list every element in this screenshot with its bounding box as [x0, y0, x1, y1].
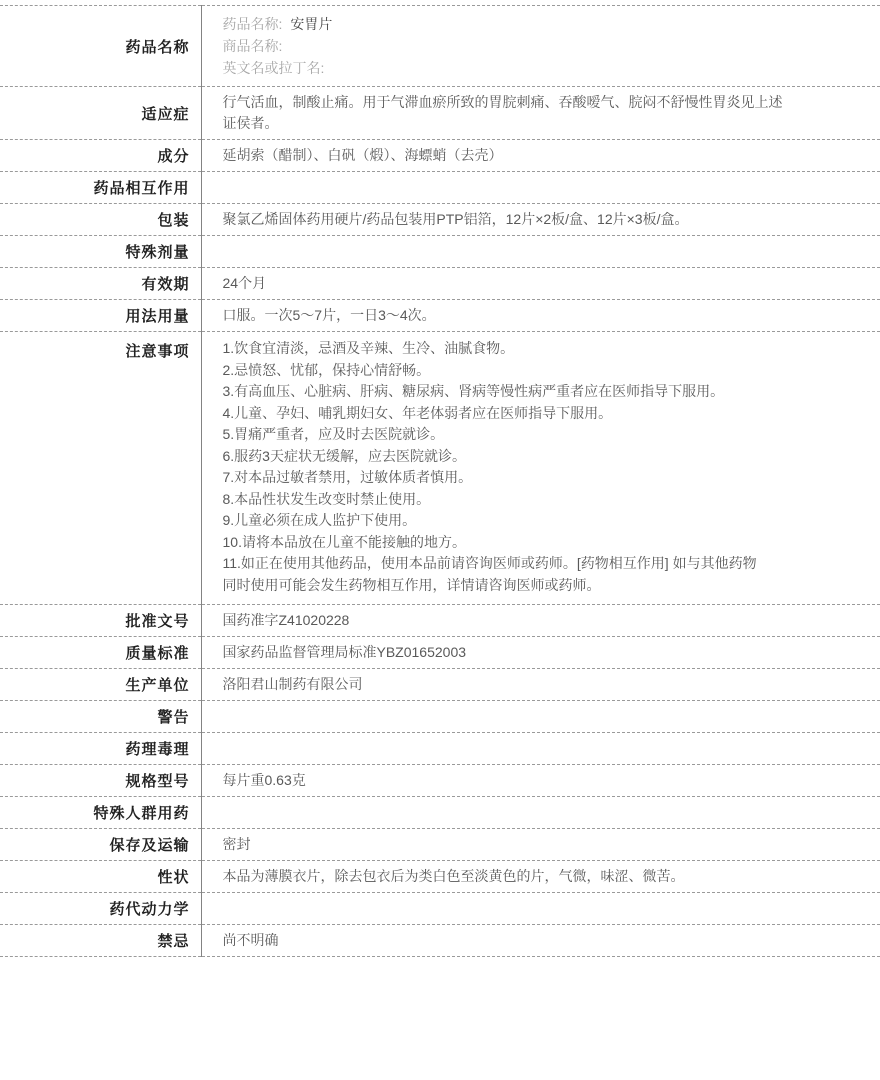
row-label-shelf-life: 有效期 — [0, 268, 201, 300]
row-value-description: 本品为薄膜衣片，除去包衣后为类白色至淡黄色的片，气微，味涩、微苦。 — [201, 861, 880, 893]
drug-name-line — [223, 13, 871, 35]
table-row-drug-name — [0, 6, 880, 87]
row-label-dosage-usage: 用法用量 — [0, 300, 201, 332]
trade-name-key: 商品名称: — [222, 38, 283, 54]
row-label-warning: 警告 — [0, 701, 201, 733]
row-value-contraindications: 尚不明确 — [201, 925, 880, 957]
row-value-manufacturer: 洛阳君山制药有限公司 — [201, 669, 880, 701]
precaution-item-8: 8.本品性状发生改变时禁止使用。 — [222, 490, 431, 507]
table-row-warning — [0, 701, 880, 733]
row-value-special-dosage — [201, 236, 880, 268]
table-row-description — [0, 861, 880, 893]
table-row-special-dosage — [0, 236, 880, 268]
row-label-pharmacology-toxicology: 药理毒理 — [0, 733, 201, 765]
table-row-ingredients — [0, 140, 880, 172]
row-value-pharmacokinetics — [201, 893, 880, 925]
latin-name-key: 英文名或拉丁名: — [222, 60, 325, 76]
row-value-dosage-usage: 口服。一次5～7片，一日3～4次。 — [201, 300, 880, 332]
row-value-pharmacology-toxicology — [201, 733, 880, 765]
row-value-precautions — [201, 332, 880, 605]
table-row-contraindications — [0, 925, 880, 957]
table-row-pharmacokinetics — [0, 893, 880, 925]
row-label-precautions: 注意事项 — [0, 332, 201, 605]
precaution-item-4: 4.儿童、孕妇、哺乳期妇女、年老体弱者应在医师指导下服用。 — [222, 404, 613, 421]
row-value-drug-name — [201, 6, 880, 87]
precaution-item-6: 6.服药3天症状无缓解，应去医院就诊。 — [222, 447, 466, 464]
table-row-quality-standard — [0, 637, 880, 669]
row-label-ingredients: 成分 — [0, 140, 201, 172]
row-value-ingredients: 延胡索（醋制）、白矾（煅）、海螵蛸（去壳） — [201, 140, 880, 172]
table-row-drug-interactions — [0, 172, 880, 204]
table-row-precautions — [0, 332, 880, 605]
precaution-item-10: 10.请将本品放在儿童不能接触的地方。 — [222, 533, 466, 550]
table-row-manufacturer — [0, 669, 880, 701]
precaution-item-2: 2.忌愤怒、忧郁，保持心情舒畅。 — [222, 361, 431, 378]
row-label-packaging: 包装 — [0, 204, 201, 236]
row-label-drug-interactions: 药品相互作用 — [0, 172, 201, 204]
row-label-contraindications: 禁忌 — [0, 925, 201, 957]
precaution-item-11: 11.如正在使用其他药品，使用本品前请咨询医师或药师。[药物相互作用] 如与其他药物同时使用可能会发生药物相互作用，详情请咨询医师或药师。 — [222, 555, 757, 593]
row-value-quality-standard: 国家药品监督管理局标准YBZ01652003 — [201, 637, 880, 669]
latin-name-line — [223, 57, 871, 79]
row-label-special-populations: 特殊人群用药 — [0, 797, 201, 829]
table-row-packaging — [0, 204, 880, 236]
table-row-approval-number — [0, 605, 880, 637]
row-value-drug-interactions — [201, 172, 880, 204]
table-row-special-populations — [0, 797, 880, 829]
precaution-item-7: 7.对本品过敏者禁用，过敏体质者慎用。 — [222, 469, 473, 485]
indications-text: 行气活血，制酸止痛。用于气滞血瘀所致的胃脘刺痛、吞酸嗳气、脘闷不舒慢性胃炎见上述证侯者。 — [222, 94, 783, 131]
row-value-indications — [201, 87, 880, 140]
row-value-warning — [201, 701, 880, 733]
row-value-approval-number: 国药准字Z41020228 — [201, 605, 880, 637]
drug-info-table — [0, 5, 880, 957]
table-row-shelf-life — [0, 268, 880, 300]
row-label-drug-name: 药品名称 — [0, 6, 201, 87]
precaution-item-9: 9.儿童必须在成人监护下使用。 — [222, 512, 417, 528]
row-value-special-populations — [201, 797, 880, 829]
row-label-indications: 适应症 — [0, 87, 201, 140]
drug-name-value: 安胃片 — [290, 16, 333, 32]
table-row-pharmacology-toxicology — [0, 733, 880, 765]
row-value-packaging: 聚氯乙烯固体药用硬片/药品包装用PTP铝箔，12片×2板/盒、12片×3板/盒。 — [201, 204, 880, 236]
row-label-special-dosage: 特殊剂量 — [0, 236, 201, 268]
row-label-pharmacokinetics: 药代动力学 — [0, 893, 201, 925]
row-value-shelf-life: 24个月 — [201, 268, 880, 300]
row-value-specification: 每片重0.63克 — [201, 765, 880, 797]
table-row-specification — [0, 765, 880, 797]
table-row-dosage-usage — [0, 300, 880, 332]
table-row-indications — [0, 87, 880, 140]
row-label-storage-transport: 保存及运输 — [0, 829, 201, 861]
table-row-storage-transport — [0, 829, 880, 861]
row-label-quality-standard: 质量标准 — [0, 637, 201, 669]
drug-name-key: 药品名称: — [222, 16, 283, 32]
row-value-storage-transport: 密封 — [201, 829, 880, 861]
precaution-item-1: 1.饮食宜清淡，忌酒及辛辣、生冷、油腻食物。 — [222, 340, 515, 356]
row-label-specification: 规格型号 — [0, 765, 201, 797]
row-label-approval-number: 批准文号 — [0, 605, 201, 637]
precaution-item-5: 5.胃痛严重者，应及时去医院就诊。 — [222, 426, 445, 442]
row-label-manufacturer: 生产单位 — [0, 669, 201, 701]
trade-name-line — [223, 35, 871, 57]
precaution-item-3: 3.有高血压、心脏病、肝病、糖尿病、肾病等慢性病严重者应在医师指导下服用。 — [222, 383, 725, 399]
row-label-description: 性状 — [0, 861, 201, 893]
